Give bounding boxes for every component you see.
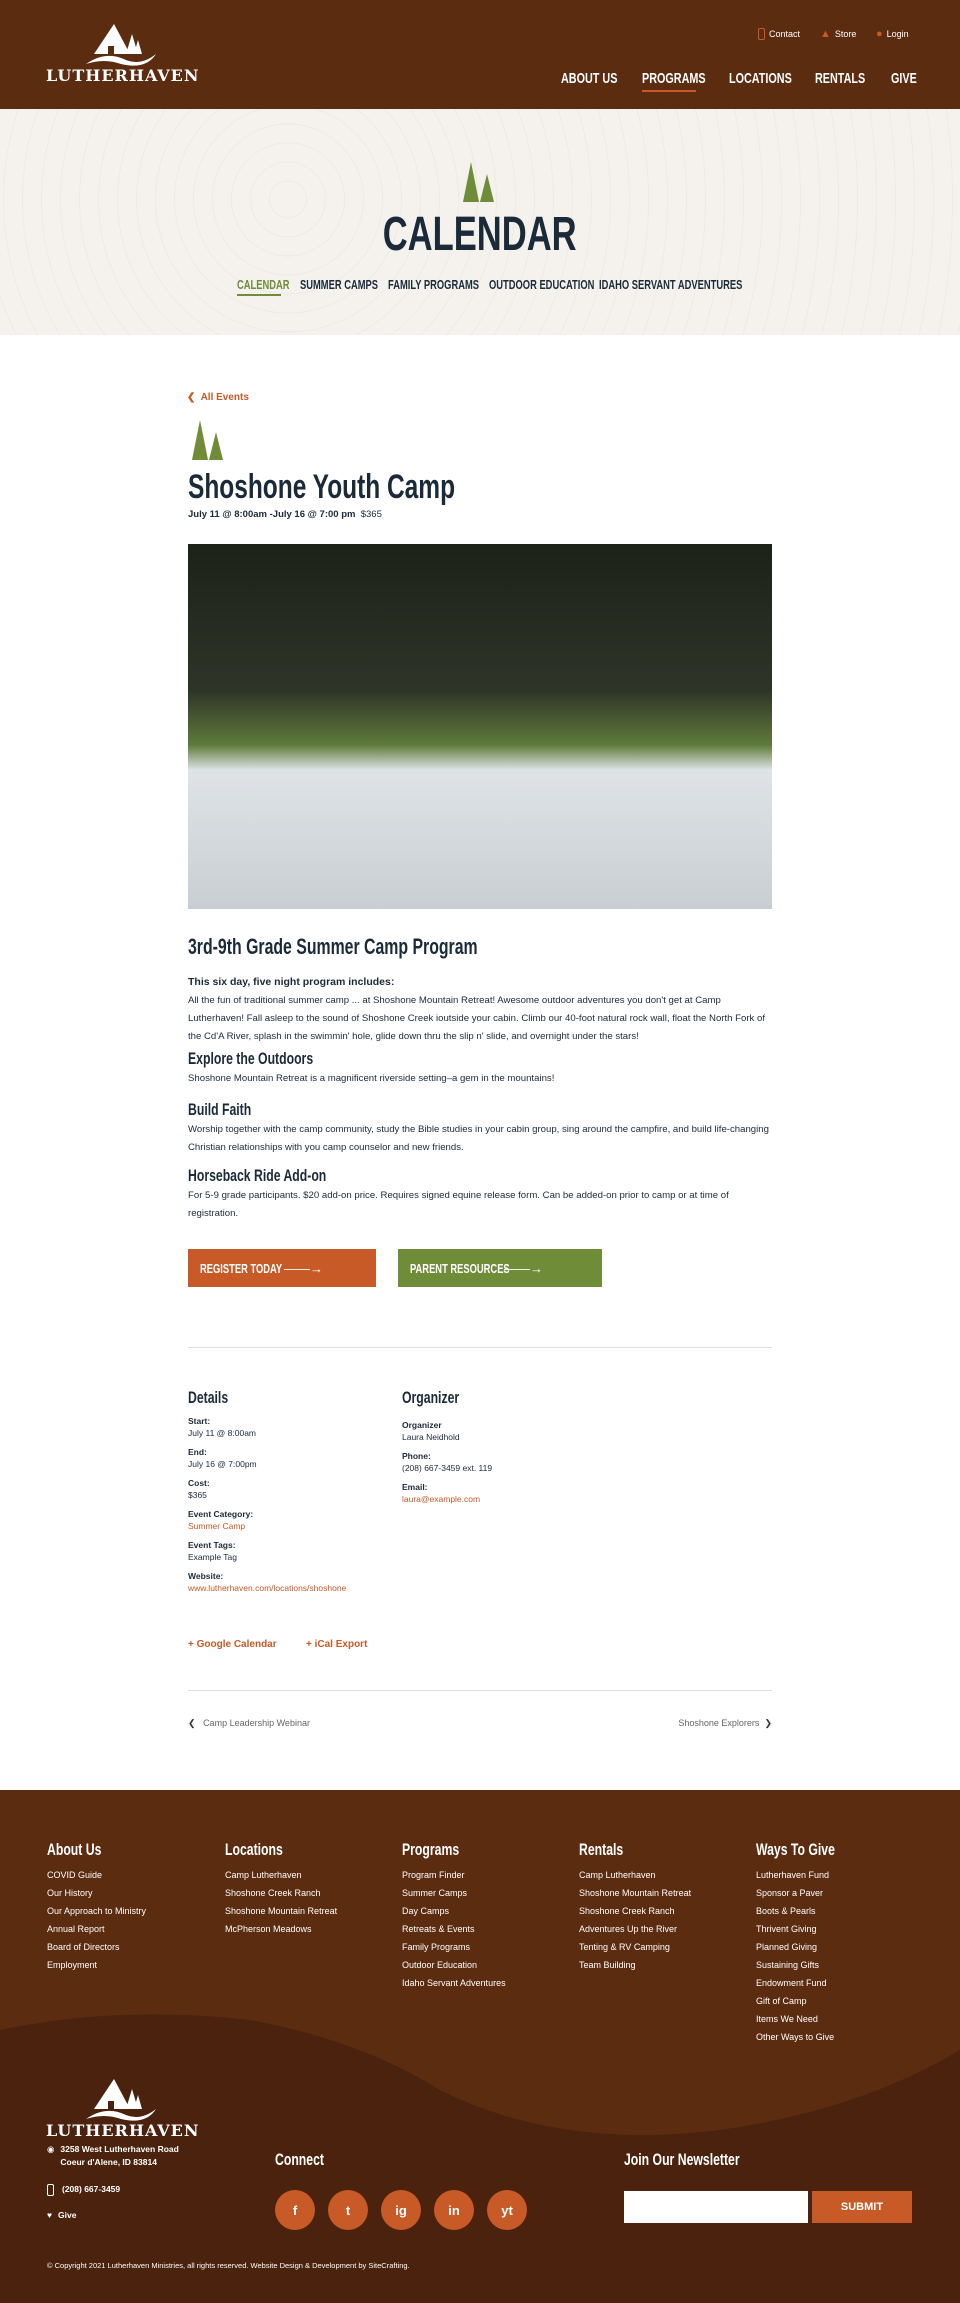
login-link[interactable] bbox=[876, 28, 909, 40]
event-meta bbox=[188, 509, 382, 520]
page-hero bbox=[0, 109, 960, 335]
block-heading: Horseback Ride Add-on bbox=[188, 1166, 327, 1185]
phone-label: (208) 667-3459 bbox=[62, 2184, 121, 2194]
detail-link[interactable]: Summer Camp bbox=[188, 1521, 246, 1531]
store-link[interactable] bbox=[820, 28, 856, 40]
footer-column bbox=[756, 1840, 866, 2046]
nav-label: GIVE bbox=[891, 70, 917, 87]
footer-phone-link[interactable] bbox=[47, 2184, 120, 2196]
detail-link[interactable]: www.lutherhaven.com/locations/shoshone bbox=[188, 1583, 347, 1593]
facebook-icon[interactable]: f bbox=[275, 2190, 315, 2230]
subnav-calendar[interactable] bbox=[237, 277, 310, 292]
phone-icon bbox=[47, 2184, 54, 2196]
divider bbox=[188, 1347, 772, 1348]
footer-link[interactable]: Program Finder bbox=[402, 1870, 465, 1880]
event-price: $365 bbox=[360, 509, 382, 520]
map-pin-icon: ◉ bbox=[47, 2144, 55, 2154]
youtube-icon[interactable]: yt bbox=[487, 2190, 527, 2230]
nav-programs[interactable] bbox=[642, 70, 730, 87]
detail-label: Website: bbox=[188, 1571, 224, 1581]
footer-link[interactable]: Shoshone Creek Ranch bbox=[225, 1888, 321, 1898]
footer-link[interactable]: Gift of Camp bbox=[756, 1996, 807, 2006]
footer-link[interactable]: McPherson Meadows bbox=[225, 1924, 312, 1934]
footer-link[interactable]: Family Programs bbox=[402, 1942, 471, 1952]
linkedin-icon[interactable]: in bbox=[434, 2190, 474, 2230]
detail-label: Start: bbox=[188, 1416, 211, 1426]
footer-link[interactable]: Day Camps bbox=[402, 1906, 450, 1916]
footer-link[interactable]: Tenting & RV Camping bbox=[579, 1942, 670, 1952]
subnav-label: FAMILY PROGRAMS bbox=[388, 277, 480, 292]
social-links bbox=[275, 2190, 527, 2230]
trees-icon bbox=[190, 420, 226, 460]
chevron-left-icon: ❮ bbox=[187, 392, 196, 403]
subnav-label: OUTDOOR EDUCATION bbox=[489, 277, 595, 292]
newsletter-email-input[interactable] bbox=[624, 2191, 808, 2223]
footer-address bbox=[47, 2143, 179, 2169]
heart-icon: ♥ bbox=[47, 2210, 53, 2220]
footer-link[interactable]: Our Approach to Ministry bbox=[47, 1906, 147, 1916]
detail-label: Email: bbox=[402, 1482, 428, 1492]
footer-column bbox=[579, 1840, 691, 1974]
intro-text: All the fun of traditional summer camp ... at Shoshone Mountain Retreat! Awesome outdoor adventures you don't get at Camp Lutherhaven! Fall asleep to the sound of Shoshone Creek ioutside your cabin. Climb our 40-foot natural rock wall, float the North Fork of the Cd'A River, splash in the swimmin' hole, glide down thru the slip n' slide, and overnight under the stars! bbox=[188, 995, 766, 1042]
subnav-label: IDAHO SERVANT ADVENTURES bbox=[599, 277, 743, 292]
footer-column-heading: Ways To Give bbox=[756, 1840, 835, 1859]
site-header bbox=[0, 0, 960, 109]
ical-export-link[interactable]: + iCal Export bbox=[306, 1639, 368, 1650]
footer-column-heading: Rentals bbox=[579, 1840, 624, 1859]
footer-link[interactable]: Shoshone Mountain Retreat bbox=[579, 1888, 692, 1898]
details-title: Details bbox=[188, 1388, 229, 1407]
subnav-label: CALENDAR bbox=[237, 277, 290, 292]
copyright: © Copyright 2021 Lutherhaven Ministries, all rights reserved. Website Design & Development by SiteCrafting. bbox=[47, 2261, 410, 2270]
detail-value: July 11 @ 8:00am bbox=[188, 1428, 257, 1438]
detail-label: Event Category: bbox=[188, 1509, 254, 1519]
footer-link[interactable]: Our History bbox=[47, 1888, 93, 1898]
footer-link[interactable]: Retreats & Events bbox=[402, 1924, 475, 1934]
footer-link[interactable]: COVID Guide bbox=[47, 1870, 103, 1880]
event-photo bbox=[188, 544, 772, 909]
detail-label: Event Tags: bbox=[188, 1540, 236, 1550]
footer-link[interactable]: Outdoor Education bbox=[402, 1960, 478, 1970]
arrow-right-icon: ——→ bbox=[284, 1260, 323, 1276]
detail-label: Organizer bbox=[402, 1420, 442, 1430]
register-today-button[interactable] bbox=[188, 1249, 376, 1287]
cabin-logo-icon bbox=[46, 2075, 182, 2121]
divider bbox=[188, 1690, 772, 1691]
nav-rentals[interactable] bbox=[815, 70, 885, 87]
intro-heading: This six day, five night program includes: bbox=[188, 976, 395, 988]
user-icon: ● bbox=[876, 28, 883, 40]
nav-locations[interactable] bbox=[729, 70, 816, 87]
footer-link[interactable]: Thrivent Giving bbox=[756, 1924, 817, 1934]
subnav-idaho-servant-adventures[interactable] bbox=[599, 277, 798, 292]
footer-column-heading: About Us bbox=[47, 1840, 102, 1859]
footer-link[interactable]: Camp Lutherhaven bbox=[225, 1870, 302, 1880]
phone-icon bbox=[758, 28, 765, 40]
all-events-link[interactable] bbox=[187, 392, 249, 403]
footer-give-link[interactable] bbox=[47, 2210, 76, 2220]
active-underline bbox=[642, 90, 696, 92]
all-events-label: All Events bbox=[200, 392, 249, 403]
nav-label: RENTALS bbox=[815, 70, 866, 87]
address-line1: 3258 West Lutherhaven Road bbox=[60, 2144, 179, 2154]
detail-label: Phone: bbox=[402, 1451, 431, 1461]
footer-column bbox=[225, 1840, 337, 1938]
footer-link[interactable]: Summer Camps bbox=[402, 1888, 468, 1898]
newsletter-submit-button[interactable]: SUBMIT bbox=[812, 2191, 912, 2223]
subnav-label: SUMMER CAMPS bbox=[300, 277, 379, 292]
footer-link[interactable]: Idaho Servant Adventures bbox=[402, 1978, 506, 1988]
footer-link[interactable]: Planned Giving bbox=[756, 1942, 818, 1952]
logo-text: LUTHERHAVEN bbox=[46, 66, 200, 85]
footer-link[interactable]: Shoshone Creek Ranch bbox=[579, 1906, 675, 1916]
instagram-icon[interactable]: ig bbox=[381, 2190, 421, 2230]
footer-link[interactable]: Employment bbox=[47, 1960, 98, 1970]
footer-link[interactable]: Annual Report bbox=[47, 1924, 105, 1934]
prev-event-label: Camp Leadership Webinar bbox=[203, 1718, 310, 1728]
event-title: Shoshone Youth Camp bbox=[188, 468, 456, 506]
section-title: 3rd-9th Grade Summer Camp Program bbox=[188, 934, 478, 959]
detail-label: Cost: bbox=[188, 1478, 210, 1488]
active-underline bbox=[237, 294, 281, 296]
block-text: For 5-9 grade participants. $20 add-on price. Requires signed equine release form. Can be added-on prior to camp or at time of registration. bbox=[188, 1190, 729, 1219]
details-section bbox=[188, 1388, 388, 1602]
footer-column-heading: Locations bbox=[225, 1840, 283, 1859]
page-title: CALENDAR bbox=[383, 208, 577, 261]
footer-link[interactable]: Adventures Up the River bbox=[579, 1924, 678, 1934]
detail-value: $365 bbox=[188, 1490, 207, 1500]
google-calendar-link[interactable]: + Google Calendar bbox=[188, 1639, 277, 1650]
footer-link[interactable]: Sponsor a Paver bbox=[756, 1888, 824, 1898]
prev-event-link[interactable] bbox=[188, 1718, 310, 1729]
footer-column bbox=[47, 1840, 146, 1974]
block-heading: Build Faith bbox=[188, 1100, 252, 1119]
store-label: Store bbox=[834, 29, 857, 39]
organizer-title: Organizer bbox=[402, 1388, 460, 1407]
footer-link[interactable]: Board of Directors bbox=[47, 1942, 120, 1952]
nav-label: LOCATIONS bbox=[729, 70, 792, 87]
detail-value: July 16 @ 7:00pm bbox=[188, 1459, 257, 1469]
arrow-right-icon: ——→ bbox=[504, 1260, 543, 1276]
footer-link[interactable]: Other Ways to Give bbox=[756, 2032, 835, 2042]
basket-icon: ▲ bbox=[820, 28, 831, 40]
contact-link[interactable] bbox=[758, 28, 800, 40]
block-text: Worship together with the camp community, study the Bible studies in your cabin group, sing around the campfire, and build life-changing Christian relationships with you camp counselor and new friends. bbox=[188, 1124, 769, 1153]
logo-link[interactable] bbox=[46, 20, 200, 86]
block-heading: Explore the Outdoors bbox=[188, 1049, 314, 1068]
contact-label: Contact bbox=[769, 29, 801, 39]
footer-link[interactable]: Team Building bbox=[579, 1960, 636, 1970]
footer-link[interactable]: Endowment Fund bbox=[756, 1978, 827, 1988]
footer-link[interactable]: Items We Need bbox=[756, 2014, 818, 2024]
event-dates: July 11 @ 8:00am -July 16 @ 7:00 pm bbox=[188, 509, 356, 520]
footer-logo-text: LUTHERHAVEN bbox=[46, 2121, 200, 2140]
chevron-right-icon: ❯ bbox=[764, 1718, 772, 1728]
detail-value: (208) 667-3459 ext. 119 bbox=[402, 1463, 493, 1473]
detail-label: End: bbox=[188, 1447, 207, 1457]
parent-label: PARENT RESOURCES bbox=[410, 1260, 510, 1276]
register-label: REGISTER TODAY bbox=[200, 1260, 283, 1276]
footer-link[interactable]: Sustaining Gifts bbox=[756, 1960, 820, 1970]
trees-icon bbox=[461, 162, 497, 202]
parent-resources-button[interactable] bbox=[398, 1249, 602, 1287]
footer-column bbox=[402, 1840, 506, 1992]
twitter-icon[interactable]: t bbox=[328, 2190, 368, 2230]
detail-value: Laura Neidhold bbox=[402, 1432, 460, 1442]
organizer-section bbox=[402, 1388, 602, 1513]
next-event-link[interactable] bbox=[678, 1718, 772, 1729]
cabin-logo-icon bbox=[46, 20, 182, 66]
nav-label: ABOUT US bbox=[561, 70, 618, 87]
nav-give[interactable] bbox=[891, 70, 927, 87]
footer-link[interactable]: Camp Lutherhaven bbox=[579, 1870, 656, 1880]
footer-logo[interactable] bbox=[46, 2075, 200, 2141]
detail-value: Example Tag bbox=[188, 1552, 237, 1562]
block-text: Shoshone Mountain Retreat is a magnificent riverside setting–a gem in the mountains! bbox=[188, 1073, 555, 1084]
login-label: Login bbox=[886, 29, 909, 39]
detail-link[interactable]: laura@example.com bbox=[402, 1494, 481, 1504]
newsletter-heading: Join Our Newsletter bbox=[624, 2150, 740, 2169]
chevron-left-icon: ❮ bbox=[188, 1718, 196, 1728]
footer-column-heading: Programs bbox=[402, 1840, 460, 1859]
footer-link[interactable]: Boots & Pearls bbox=[756, 1906, 816, 1916]
footer-link[interactable]: Lutherhaven Fund bbox=[756, 1870, 830, 1880]
give-label: Give bbox=[58, 2210, 77, 2220]
nav-about-us[interactable] bbox=[561, 70, 639, 87]
footer-link[interactable]: Shoshone Mountain Retreat bbox=[225, 1906, 338, 1916]
next-event-label: Shoshone Explorers bbox=[678, 1718, 760, 1728]
connect-heading: Connect bbox=[275, 2150, 324, 2169]
address-line2: Coeur d'Alene, ID 83814 bbox=[60, 2157, 157, 2167]
nav-label: PROGRAMS bbox=[642, 70, 706, 87]
